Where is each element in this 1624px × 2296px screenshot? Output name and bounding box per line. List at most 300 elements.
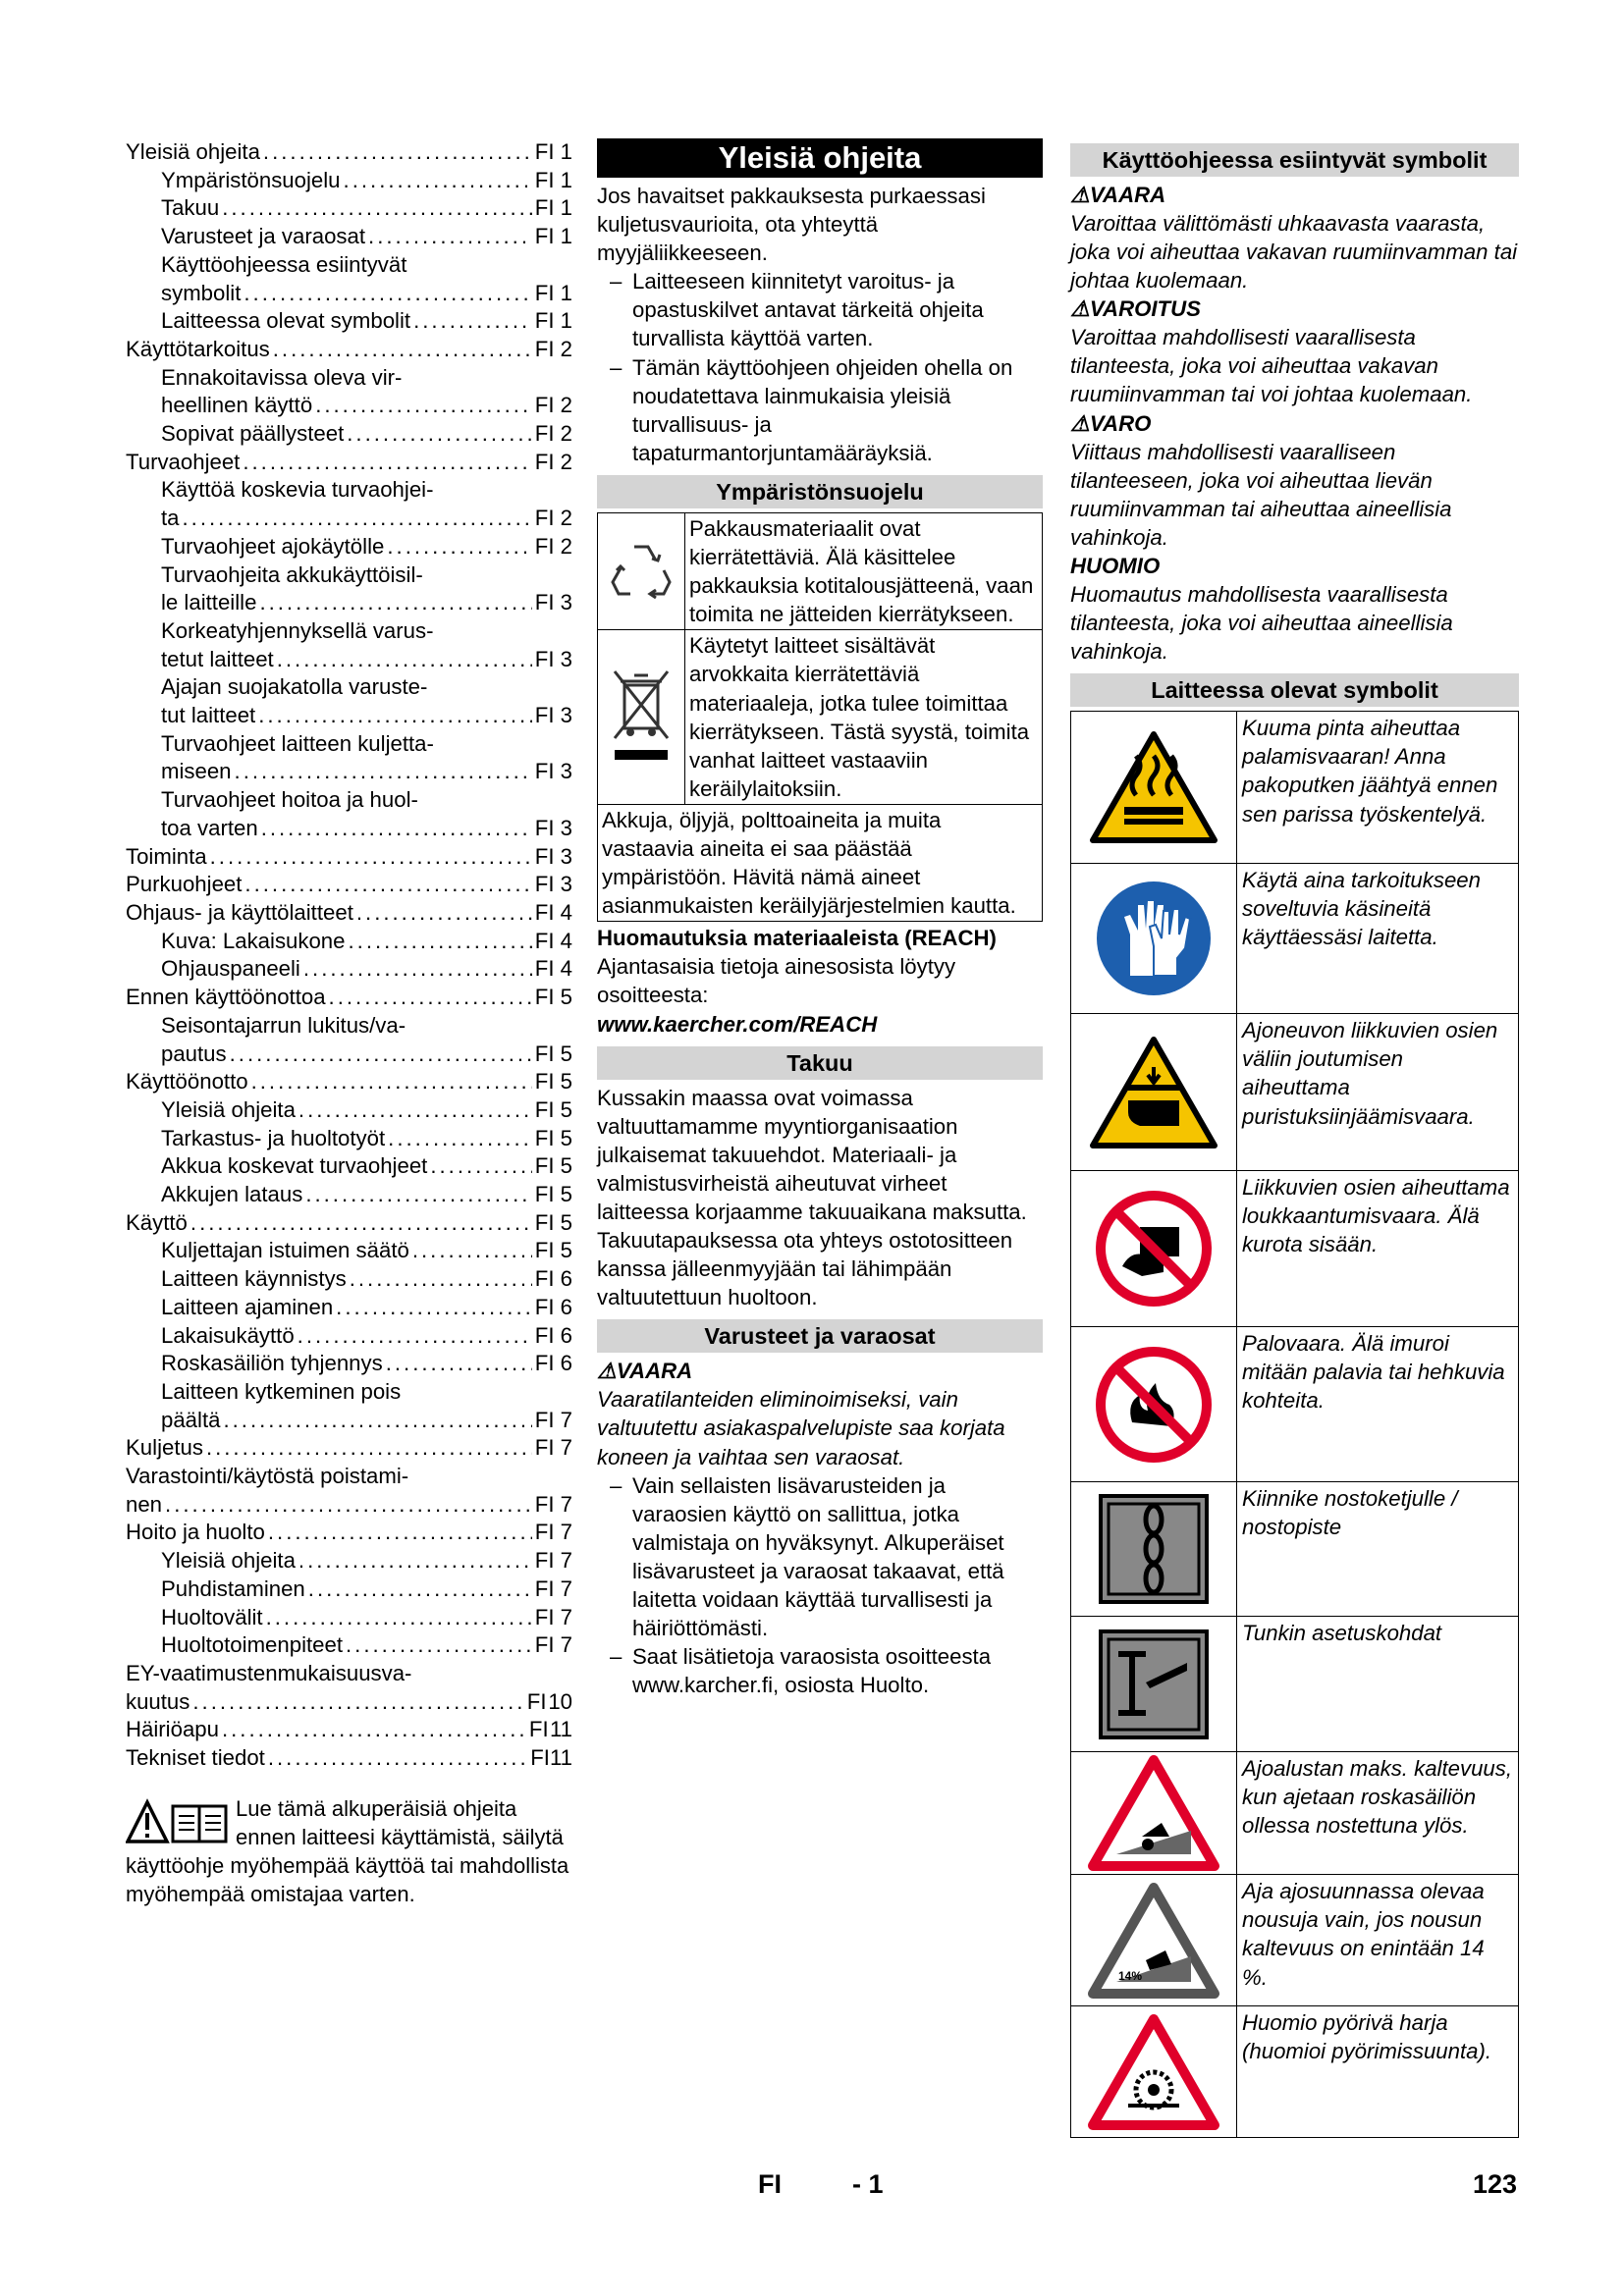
device-symbol-row	[1071, 1617, 1518, 1752]
toc-entry-page: FI 7	[534, 1575, 572, 1601]
toc-entry-title: Korkeatyhjennyksellä varus-	[161, 617, 434, 643]
toc-entry-title: Kuljettajan istuimen säätö	[161, 1238, 409, 1263]
accessories-warning-text: Vaaratilanteiden eliminoimiseksi, vain valtuutettu asiakaspalvelupiste saa korjata koneen ja vaihtaa sen varaosat.	[597, 1387, 1005, 1469]
accessories-heading: Varusteet ja varaosat	[597, 1319, 1043, 1353]
device-symbol-row	[1071, 1171, 1518, 1327]
toc-entry-page-number: 11	[549, 1745, 572, 1771]
toc-entry[interactable]	[126, 1744, 572, 1773]
manual-symbols-heading: Käyttöohjeessa esiintyvät symbolit	[1070, 143, 1519, 177]
toc-entry-title: Ohjauspaneeli	[161, 956, 300, 982]
device-symbol-row	[1071, 864, 1518, 1014]
toc-leader	[273, 336, 532, 364]
gloves-mandatory-icon	[1071, 864, 1237, 1013]
toc-entry[interactable]	[126, 730, 572, 759]
toc-entry-page: FI 3	[534, 843, 572, 869]
toc-entry[interactable]	[126, 1407, 572, 1435]
device-symbol-description: Käytä aina tarkoitukseen soveltuvia käsineitä käyttäessäsi laitetta.	[1242, 868, 1481, 950]
toc-entry[interactable]	[126, 1209, 572, 1238]
toc-entry[interactable]	[126, 702, 572, 730]
device-symbol-description: Ajoneuvon liikkuvien osien väliin joutumisen aiheuttama puristuksiinjäämisvaara.	[1242, 1018, 1498, 1129]
toc-entry-page: FI 3	[534, 703, 572, 728]
device-symbol-row	[1071, 1752, 1518, 1875]
toc-leader	[329, 984, 532, 1012]
slope-14-warning-icon	[1071, 1875, 1237, 2005]
toc-entry-title: Sopivat päällysteet	[161, 421, 345, 447]
toc-entry-title: Ympäristönsuojelu	[161, 167, 341, 192]
toc-entry-page: FI 2	[534, 421, 572, 447]
toc-leader	[259, 589, 531, 617]
toc-entry-title: Laitteen ajaminen	[161, 1294, 334, 1319]
reach-url[interactable]: www.kaercher.com/REACH	[597, 1011, 878, 1037]
signal-word-label	[1070, 181, 1519, 209]
toc-entry-title: le laitteille	[161, 590, 257, 615]
toc-entry-title: symbolit	[161, 280, 242, 305]
toc-entry-title: Laitteen käynnistys	[161, 1266, 347, 1292]
danger-label-text: VAARA	[616, 1359, 693, 1384]
toc-entry[interactable]	[126, 476, 572, 505]
toc-entry-page: FI 7	[534, 1604, 572, 1629]
toc-leader	[315, 392, 532, 420]
crossed-bin-icon	[598, 630, 685, 804]
toc-entry[interactable]	[126, 1519, 572, 1547]
toc-entry-title: ta	[161, 506, 180, 531]
footer-page-number: 123	[1473, 2169, 1518, 2199]
toc-entry-title: Yleisiä ohjeita	[126, 139, 260, 164]
jack-point-icon	[1071, 1617, 1237, 1751]
toc-entry-title: EY-vaatimustenmukaisuusva-	[126, 1660, 412, 1685]
toc-entry-page: FI 4	[534, 956, 572, 982]
toc-leader	[412, 1237, 532, 1265]
toc-entry-title: Käyttöönotto	[126, 1069, 248, 1095]
device-symbol-row	[1071, 1875, 1518, 2006]
danger-label	[597, 1357, 1043, 1385]
device-symbol-row	[1071, 1327, 1518, 1482]
toc-leader	[387, 533, 531, 561]
toc-leader	[413, 307, 532, 336]
toc-entry-title: Tarkastus- ja huoltotyöt	[161, 1125, 386, 1150]
svg-text:14%: 14%	[1118, 1968, 1143, 1983]
toc-entry[interactable]	[126, 307, 572, 336]
toc-entry[interactable]	[126, 1378, 572, 1407]
device-symbol-row	[1071, 2006, 1518, 2137]
toc-column	[126, 138, 572, 1908]
toc-entry[interactable]	[126, 1491, 572, 1520]
toc-leader	[268, 1519, 532, 1547]
toc-entry-title: Turvaohjeet ajokäytölle	[161, 533, 385, 559]
toc-leader	[235, 758, 532, 786]
toc-entry[interactable]	[126, 899, 572, 928]
environment-text: Käytetyt laitteet sisältävät arvokkaita kierrätettäviä materiaaleja, jotka tulee toimittaa kierrätykseen. Tästä syystä, toimita vanhat laitteet vastaaviin keräilylaitoksiin.	[689, 633, 1030, 801]
toc-entry-title: toa varten	[161, 815, 258, 840]
manual-symbols-list	[1070, 181, 1519, 666]
signal-word-text: HUOMIO	[1070, 553, 1161, 578]
toc-entry-page: FI 2	[534, 533, 572, 559]
accessories-bullet: – Vain sellaisten lisävarusteiden ja varaosien käyttö on sallittua, jotka valmistaja on hyväksynyt. Alkuperäiset lisävarusteet ja varaosat takaavat, että laitetta voidaan käyttää turvallisesti ja häiriöttömästi.	[610, 1472, 1004, 1641]
device-symbol-row	[1071, 1014, 1518, 1171]
table-of-contents	[126, 138, 572, 1773]
toc-entry-title: Akkujen lataus	[161, 1182, 303, 1207]
toc-entry-page: FI 2	[534, 506, 572, 531]
toc-leader	[266, 1604, 532, 1632]
toc-leader	[350, 1265, 532, 1294]
toc-entry-title: kuutus	[126, 1688, 190, 1714]
device-symbol-description: Huomio pyörivä harja (huomioi pyörimissuunta).	[1242, 2010, 1492, 2064]
toc-entry-page: FI 5	[534, 985, 572, 1010]
toc-entry-title: Lakaisukäyttö	[161, 1322, 295, 1348]
toc-entry-page: FI 5	[534, 1238, 572, 1263]
toc-entry[interactable]	[126, 1604, 572, 1632]
toc-entry[interactable]	[126, 955, 572, 984]
toc-entry[interactable]	[126, 194, 572, 223]
toc-entry-title: tut laitteet	[161, 703, 256, 728]
toc-leader	[223, 1407, 531, 1435]
environment-table	[597, 512, 1043, 922]
toc-entry[interactable]	[126, 364, 572, 393]
no-fire-icon	[1071, 1327, 1237, 1481]
toc-entry-page: FI 6	[534, 1294, 572, 1319]
toc-entry-title: Turvaohjeet	[126, 449, 241, 474]
reach-text: Ajantasaisia tietoja ainesosista löytyy osoitteesta:	[597, 954, 956, 1008]
toc-leader	[368, 223, 532, 251]
toc-leader	[183, 505, 532, 533]
warning-manual-icon	[126, 1798, 232, 1845]
footer-page: - 1	[852, 2169, 884, 2199]
right-column	[1070, 138, 1519, 2138]
warranty-heading: Takuu	[597, 1046, 1043, 1080]
signal-word-text: VAROITUS	[1089, 296, 1201, 322]
toc-entry-page: FI 2	[534, 393, 572, 418]
toc-entry-title: Roskasäiliön tyhjennys	[161, 1351, 383, 1376]
warning-triangle-icon: ⚠	[1070, 296, 1090, 322]
slope-hopper-warning-icon	[1071, 1752, 1237, 1874]
toc-entry-page: FI 1	[534, 167, 572, 192]
warning-triangle-icon: ⚠	[597, 1359, 617, 1384]
toc-entry-page: FI 3	[534, 759, 572, 784]
toc-entry-title: Varusteet ja varaosat	[161, 224, 366, 249]
toc-entry[interactable]	[126, 1041, 572, 1069]
toc-entry-page: FI 2	[534, 449, 572, 474]
toc-entry-page: FI 6	[534, 1351, 572, 1376]
reach-heading: Huomautuksia materiaaleista (REACH)	[597, 926, 997, 951]
toc-entry[interactable]	[126, 1068, 572, 1096]
toc-entry-page: FI 1	[534, 224, 572, 249]
device-symbol-description: Kiinnike nostoketjulle / nostopiste	[1242, 1486, 1458, 1540]
toc-entry-page: FI 7	[534, 1548, 572, 1574]
toc-leader	[190, 1209, 532, 1238]
environment-row	[598, 630, 1042, 805]
toc-entry[interactable]	[126, 1547, 572, 1575]
toc-entry[interactable]	[126, 786, 572, 815]
toc-entry-page: FI 7	[534, 1435, 572, 1461]
toc-entry[interactable]	[126, 420, 572, 449]
toc-entry[interactable]	[126, 843, 572, 872]
signal-word-description: Varoittaa mahdollisesti vaarallisesta tilanteesta, joka voi aiheuttaa vakavan ruumiinvamman tai voi johtaa kuolemaan.	[1070, 325, 1473, 407]
toc-entry-page: FI	[528, 1717, 549, 1742]
toc-entry-title: Turvaohjeita akkukäyttöisil-	[161, 561, 423, 587]
footer-language: FI	[758, 2169, 782, 2199]
toc-entry-page: FI 7	[534, 1520, 572, 1545]
toc-leader	[346, 1631, 532, 1660]
toc-entry[interactable]	[126, 336, 572, 364]
toc-entry-title: heellinen käyttö	[161, 393, 313, 418]
accessories-bullet-text: Vain sellaisten lisävarusteiden ja varaosien käyttö on sallittua, jotka valmistaja on hyväksynyt. Alkuperäiset lisävarusteet ja varaosat takaavat, että laitetta voidaan käyttää turvallisesti ja häiriöttömästi.	[632, 1472, 1004, 1641]
crush-hazard-icon	[1071, 1014, 1237, 1170]
toc-entry[interactable]	[126, 1096, 572, 1125]
toc-entry[interactable]	[126, 1660, 572, 1688]
toc-entry-page: FI 3	[534, 646, 572, 671]
toc-entry-page: FI	[526, 1688, 547, 1714]
toc-entry-title: Huoltovälit	[161, 1604, 263, 1629]
toc-entry-page: FI 1	[534, 280, 572, 305]
toc-entry-title: Huoltotoimenpiteet	[161, 1632, 344, 1658]
signal-word-text: VARO	[1089, 410, 1152, 436]
toc-entry-page: FI 4	[534, 899, 572, 925]
toc-entry-title: Häiriöapu	[126, 1717, 219, 1742]
device-symbols-heading: Laitteessa olevat symbolit	[1070, 673, 1519, 707]
toc-leader	[336, 1294, 532, 1322]
middle-column	[597, 138, 1043, 1699]
toc-entry-title: nen	[126, 1491, 163, 1517]
toc-entry-title: Käyttö	[126, 1209, 188, 1235]
device-symbol-description: Palovaara. Älä imuroi mitään palavia tai hehkuvia kohteita.	[1242, 1331, 1505, 1414]
toc-leader	[192, 1688, 523, 1717]
toc-entry-title: Akkua koskevat turvaohjeet	[161, 1153, 428, 1179]
toc-entry-page: FI	[530, 1745, 550, 1771]
toc-entry-page: FI 3	[534, 590, 572, 615]
toc-entry[interactable]	[126, 251, 572, 280]
toc-entry[interactable]	[126, 1434, 572, 1463]
device-symbols-table	[1070, 711, 1519, 2138]
toc-entry-title: Ennen käyttöönottoa	[126, 985, 326, 1010]
toc-entry-title: Purkuohjeet	[126, 872, 243, 897]
toc-entry-title: pautus	[161, 1041, 227, 1066]
general-bullet: – Tämän käyttöohjeen ohjeiden ohella on noudatettava lainmukaisia yleisiä turvallisuus- ja tapaturmantorjuntamääräyksiä.	[610, 354, 1013, 465]
accessories-bullet-text: Saat lisätietoja varaosista osoitteesta www.karcher.fi, osiosta Huolto.	[632, 1644, 992, 1698]
toc-leader	[244, 871, 531, 899]
toc-entry-title: päältä	[161, 1407, 221, 1432]
toc-leader	[251, 1068, 532, 1096]
signal-word-description: Varoittaa välittömästi uhkaavasta vaarasta, joka voi aiheuttaa vakavan ruumiinvamman tai johtaa kuolemaan.	[1070, 211, 1518, 294]
general-intro: Jos havaitset pakkauksesta purkaessasi kuljetusvaurioita, ota yhteyttä myyjäliikkeeseen.	[597, 184, 986, 266]
environment-heading: Ympäristönsuojelu	[597, 475, 1043, 508]
general-bullet-text: Tämän käyttöohjeen ohjeiden ohella on noudatettava lainmukaisia yleisiä turvallisuus- ja tapaturmantorjuntamääräyksiä.	[632, 354, 1013, 465]
toc-entry-page: FI 5	[534, 1182, 572, 1207]
toc-entry-title: Seisontajarrun lukitus/va-	[161, 1012, 406, 1038]
toc-entry[interactable]	[126, 138, 572, 167]
toc-entry-page: FI 1	[534, 308, 572, 334]
toc-entry-page: FI 2	[534, 336, 572, 361]
toc-entry-page: FI 3	[534, 815, 572, 840]
toc-entry-title: Toiminta	[126, 843, 207, 869]
toc-entry-title: Laitteen kytkeminen pois	[161, 1378, 402, 1404]
toc-entry-page: FI 1	[534, 195, 572, 221]
device-symbol-row	[1071, 1482, 1518, 1617]
toc-entry[interactable]	[126, 984, 572, 1012]
toc-entry-title: Varastointi/käytöstä poistami-	[126, 1464, 409, 1489]
read-manual-text: Lue tämä alkuperäisiä ohjeita ennen laitteesi käyttämistä, säilytä käyttöohje myöhempää käyttöä tai mahdollista myöhempää omistajaa varten.	[126, 1795, 569, 1906]
toc-entry-page: FI 5	[534, 1153, 572, 1179]
toc-leader	[210, 843, 532, 872]
toc-entry[interactable]	[126, 1265, 572, 1294]
toc-entry-title: Ajajan suojakatolla varuste-	[161, 674, 428, 700]
toc-entry[interactable]	[126, 1575, 572, 1604]
toc-entry-page: FI 5	[534, 1069, 572, 1095]
toc-entry[interactable]	[126, 561, 572, 590]
environment-row	[598, 513, 1042, 630]
toc-entry[interactable]	[126, 815, 572, 843]
toc-entry-page: FI 6	[534, 1266, 572, 1292]
toc-entry[interactable]	[126, 1716, 572, 1744]
toc-entry[interactable]	[126, 617, 572, 646]
toc-entry-title: Turvaohjeet hoitoa ja huol-	[161, 787, 418, 813]
toc-leader	[230, 1041, 532, 1069]
recycling-icon	[598, 513, 685, 629]
toc-entry-page: FI 1	[534, 139, 572, 164]
toc-entry[interactable]	[126, 1463, 572, 1491]
toc-entry-page: FI 6	[534, 1322, 572, 1348]
general-bullet: – Laitteeseen kiinnitetyt varoitus- ja opastuskilvet antavat tärkeitä ohjeita turvallista käyttöä varten.	[610, 269, 984, 351]
toc-entry-title: Kuva: Lakaisukone	[161, 928, 346, 953]
toc-entry-title: Ennakoitavissa oleva vir-	[161, 364, 403, 390]
toc-entry-title: Käyttöä koskevia turvaohjei-	[161, 477, 434, 503]
toc-entry-title: Yleisiä ohjeita	[161, 1548, 296, 1574]
toc-entry[interactable]	[126, 758, 572, 786]
toc-leader	[430, 1152, 531, 1181]
toc-entry-title: Käyttötarkoitus	[126, 336, 270, 361]
toc-entry-page: FI 5	[534, 1041, 572, 1066]
toc-leader	[244, 280, 531, 308]
toc-entry[interactable]	[126, 392, 572, 420]
toc-entry-title: Yleisiä ohjeita	[161, 1096, 296, 1122]
toc-entry[interactable]	[126, 449, 572, 477]
toc-leader	[243, 449, 531, 477]
toc-entry[interactable]	[126, 1294, 572, 1322]
warning-triangle-icon: ⚠	[1070, 183, 1090, 207]
toc-entry-page: FI 3	[534, 872, 572, 897]
toc-entry[interactable]	[126, 1237, 572, 1265]
toc-entry-page-number: 10	[548, 1688, 572, 1714]
device-symbol-description: Kuuma pinta aiheuttaa palamisvaaran! Anna pakoputken jäähtyä ennen sen parissa työskentelyä.	[1242, 716, 1498, 827]
toc-entry[interactable]	[126, 1631, 572, 1660]
toc-leader	[206, 1434, 532, 1463]
toc-entry[interactable]	[126, 280, 572, 308]
toc-leader	[356, 899, 532, 928]
toc-entry-page: FI 4	[534, 928, 572, 953]
toc-entry-page: FI 7	[534, 1407, 572, 1432]
toc-leader	[263, 138, 532, 167]
device-symbol-row	[1071, 712, 1518, 864]
toc-leader	[308, 1575, 532, 1604]
toc-entry-page: FI 7	[534, 1632, 572, 1658]
toc-leader	[347, 420, 532, 449]
toc-entry-title: Laitteessa olevat symbolit	[161, 308, 411, 334]
toc-leader	[261, 815, 532, 843]
toc-entry[interactable]	[126, 928, 572, 956]
toc-entry-title: miseen	[161, 759, 232, 784]
toc-leader	[277, 646, 532, 674]
device-symbol-description: Aja ajosuunnassa olevaa nousuja vain, jos nousun kaltevuus on enintään 14 %.	[1242, 1879, 1485, 1990]
device-symbol-description: Ajoalustan maks. kaltevuus, kun ajetaan roskasäiliön ollessa nostettuna ylös.	[1242, 1756, 1513, 1839]
toc-entry[interactable]	[126, 533, 572, 561]
toc-entry[interactable]	[126, 646, 572, 674]
toc-leader	[298, 1322, 532, 1351]
toc-leader	[388, 1125, 532, 1153]
toc-entry[interactable]	[126, 223, 572, 251]
toc-entry-title: Kuljetus	[126, 1435, 203, 1461]
toc-entry[interactable]	[126, 589, 572, 617]
toc-entry[interactable]	[126, 1322, 572, 1351]
toc-leader	[349, 928, 532, 956]
toc-leader	[298, 1547, 532, 1575]
signal-word-description: Huomautus mahdollisesta vaarallisesta tilanteesta, joka voi aiheuttaa aineellisia vahinkoja.	[1070, 581, 1453, 665]
warning-triangle-icon: ⚠	[1070, 410, 1090, 436]
toc-entry[interactable]	[126, 1012, 572, 1041]
signal-word-label	[1070, 552, 1519, 580]
signal-word-text: VAARA	[1089, 183, 1166, 207]
toc-leader	[303, 955, 532, 984]
toc-entry[interactable]	[126, 673, 572, 702]
toc-leader	[305, 1181, 531, 1209]
warranty-text: Kussakin maassa ovat voimassa valtuuttamamme myyntiorganisaation julkaisemat takuuehdot. Materiaali- ja valmistusvirheistä aiheutuvat virheet laitteessa korjaamme takuuaikana maksutta. Takuutapauksessa ota yhteys ostotositteen kanssa jälleenmyyjään tai lähimpään valtuutettuun huoltoon.	[597, 1085, 1027, 1310]
toc-entry-page: FI 7	[534, 1491, 572, 1517]
toc-entry[interactable]	[126, 1181, 572, 1209]
environment-text: Pakkausmateriaalit ovat kierrätettäviä. Älä käsittelee pakkauksia kotitalousjätteenä, vaan toimita ne jätteiden kierrätykseen.	[689, 515, 1034, 627]
toc-entry[interactable]	[126, 1350, 572, 1378]
toc-entry-title: Käyttöohjeessa esiintyvät	[161, 251, 407, 277]
toc-entry-title: Ohjaus- ja käyttölaitteet	[126, 899, 353, 925]
toc-entry-title: Tekniset tiedot	[126, 1745, 265, 1771]
general-bullet-text: Laitteeseen kiinnitetyt varoitus- ja opastuskilvet antavat tärkeitä ohjeita turvallista käyttöä varten.	[632, 269, 984, 351]
general-heading: Yleisiä ohjeita	[597, 138, 1043, 178]
toc-entry-title: Takuu	[161, 195, 220, 221]
signal-word-label	[1070, 409, 1519, 438]
rotating-brush-warning-icon	[1071, 2006, 1237, 2137]
toc-entry-title: Puhdistaminen	[161, 1575, 305, 1601]
toc-leader	[165, 1491, 532, 1520]
hot-surface-warning-icon	[1071, 712, 1237, 863]
toc-entry[interactable]	[126, 1125, 572, 1153]
environment-battery-text: Akkuja, öljyjä, polttoaineita ja muita vastaavia aineita ei saa päästää ympäristöön. Hävitä nämä aineet asianmukaisten keräilyjärjestelmien kautta.	[602, 807, 1016, 919]
toc-leader	[386, 1350, 532, 1378]
toc-leader	[344, 167, 532, 195]
toc-leader	[268, 1744, 527, 1773]
signal-word-label	[1070, 294, 1519, 323]
accessories-bullet: – Saat lisätietoja varaosista osoitteesta www.karcher.fi, osiosta Huolto.	[610, 1644, 992, 1698]
toc-leader	[298, 1096, 532, 1125]
toc-entry[interactable]	[126, 167, 572, 195]
toc-leader	[222, 194, 532, 223]
signal-word-description: Viittaus mahdollisesti vaaralliseen tilanteeseen, joka voi aiheuttaa lievän ruumiinvamman tai aiheuttaa aineellisia vahinkoja.	[1070, 439, 1452, 550]
toc-entry[interactable]	[126, 1688, 572, 1717]
toc-leader	[222, 1716, 526, 1744]
toc-entry-page: FI 5	[534, 1096, 572, 1122]
toc-entry-page: FI 5	[534, 1125, 572, 1150]
toc-entry-page: FI 5	[534, 1209, 572, 1235]
device-symbol-description: Tunkin asetuskohdat	[1242, 1621, 1442, 1646]
toc-leader	[258, 702, 532, 730]
device-symbol-description: Liikkuvien osien aiheuttama loukkaantumisvaara. Älä kurota sisään.	[1242, 1175, 1510, 1257]
read-manual-note	[126, 1794, 572, 1908]
toc-entry[interactable]	[126, 505, 572, 533]
no-reaching-in-icon	[1071, 1171, 1237, 1326]
chain-hook-icon	[1071, 1482, 1237, 1616]
toc-entry-title: tetut laitteet	[161, 646, 274, 671]
toc-entry-title: Hoito ja huolto	[126, 1520, 265, 1545]
toc-entry-page-number: 11	[549, 1717, 572, 1742]
toc-entry[interactable]	[126, 871, 572, 899]
toc-entry[interactable]	[126, 1152, 572, 1181]
toc-entry-title: Turvaohjeet laitteen kuljetta-	[161, 730, 434, 756]
